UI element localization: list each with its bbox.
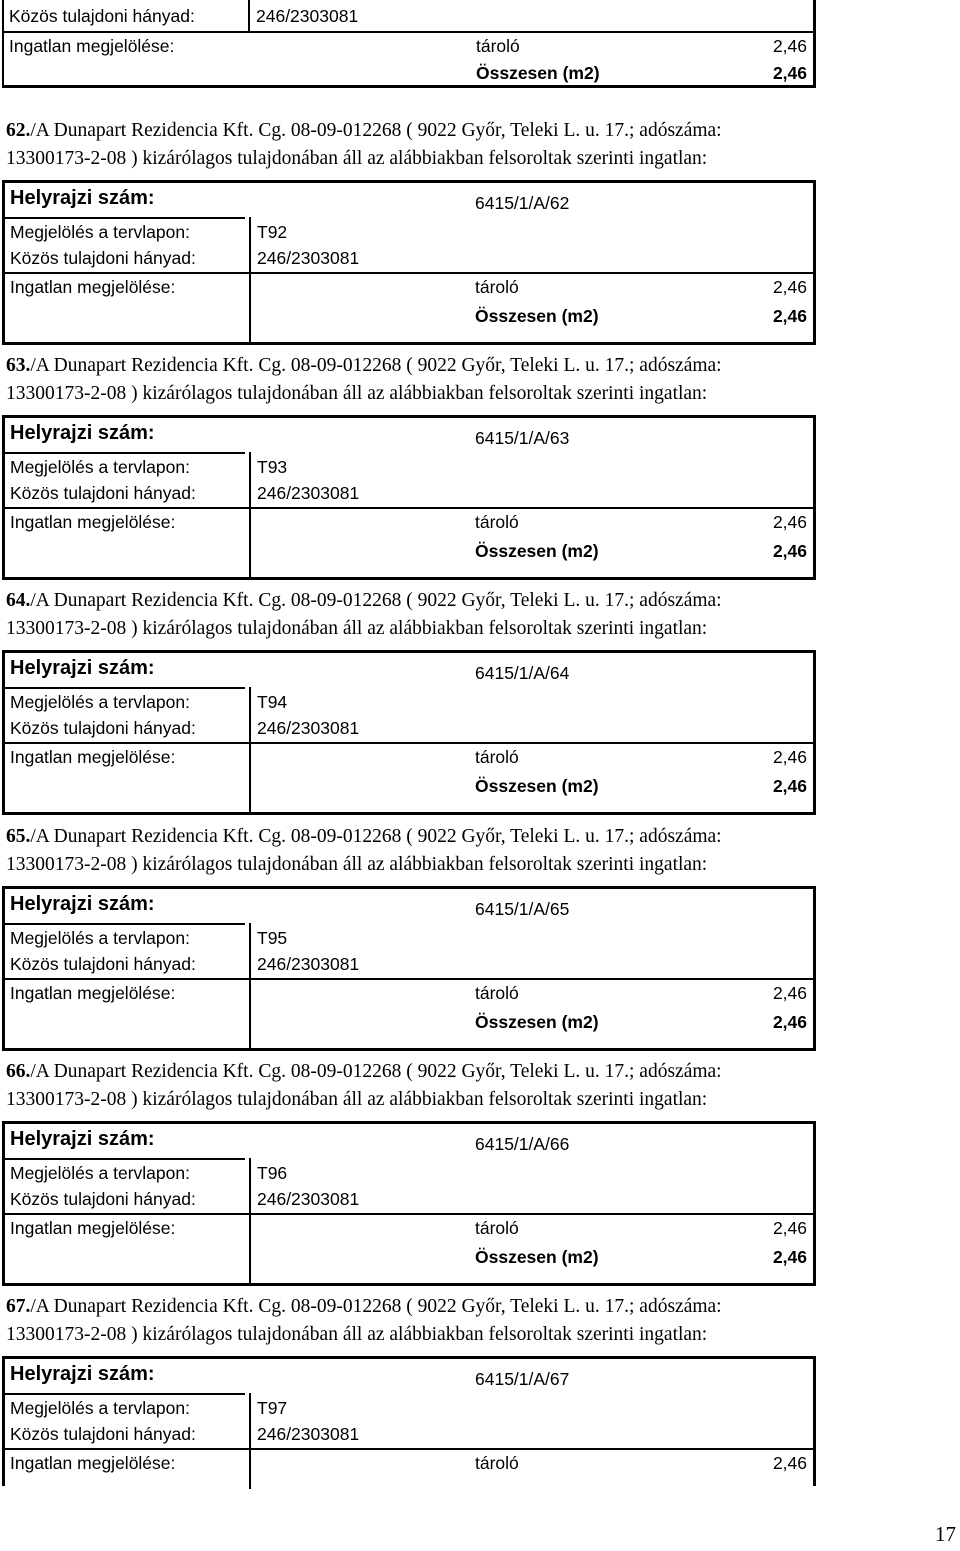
entry-owner-line: /A Dunapart Rezidencia Kft. Cg. 08-09-012268 ( 9022 Győr, Teleki L. u. 17.; adószáma: (30, 1296, 722, 1317)
property-label: Ingatlan megjelölése: (9, 36, 175, 56)
entry-ownership-line: 13300173-2-08 ) kizárólagos tulajdonában áll az alábbiakban felsoroltak szerinti ingatlan: (6, 618, 708, 639)
table-row-divider (5, 1158, 245, 1160)
plan-label: Megjelölés a tervlapon: (10, 457, 190, 477)
table-row-divider (5, 217, 245, 219)
table-row-divider (5, 1448, 814, 1450)
page-number: 17 (935, 1522, 956, 1546)
plan-label: Megjelölés a tervlapon: (10, 222, 190, 242)
property-type: tároló (475, 747, 519, 767)
table-row-divider (5, 923, 245, 925)
property-area: 2,46 (772, 1218, 807, 1238)
entry-ownership-line: 13300173-2-08 ) kizárólagos tulajdonában áll az alábbiakban felsoroltak szerinti ingatlan: (6, 383, 708, 404)
property-table (2, 415, 816, 580)
table-row-divider (5, 978, 814, 980)
entry-paragraph (6, 1058, 946, 1114)
property-label: Ingatlan megjelölése: (10, 277, 176, 297)
share-value: 246/2303081 (257, 248, 360, 268)
share-label: Közös tulajdoni hányad: (9, 6, 195, 26)
property-area: 2,46 (772, 36, 807, 56)
hrsz-label: Helyrajzi szám: (10, 422, 155, 444)
hrsz-value: 6415/1/A/65 (475, 899, 570, 919)
entry-number: 62. (6, 120, 31, 141)
hrsz-value: 6415/1/A/67 (475, 1369, 570, 1389)
table-row-divider (5, 507, 814, 509)
table-column-divider (249, 687, 251, 743)
plan-value: T95 (257, 928, 288, 948)
total-label: Összesen (m2) (476, 63, 600, 83)
entry-owner-line: /A Dunapart Rezidencia Kft. Cg. 08-09-012268 ( 9022 Győr, Teleki L. u. 17.; adószáma: (30, 120, 722, 141)
table-column-divider (249, 1213, 251, 1284)
total-value: 2,46 (772, 1012, 807, 1032)
share-value: 246/2303081 (257, 1189, 360, 1209)
table-column-divider (249, 1393, 251, 1449)
table-row-divider (5, 1213, 814, 1215)
table-column-divider (249, 923, 251, 979)
total-value: 2,46 (772, 1247, 807, 1267)
share-value: 246/2303081 (257, 1424, 360, 1444)
total-label: Összesen (m2) (475, 1012, 599, 1032)
property-area: 2,46 (772, 512, 807, 532)
hrsz-value: 6415/1/A/66 (475, 1134, 570, 1154)
property-label: Ingatlan megjelölése: (10, 983, 176, 1003)
property-type: tároló (475, 277, 519, 297)
entry-paragraph (6, 587, 946, 643)
hrsz-label: Helyrajzi szám: (10, 1363, 155, 1385)
entry-paragraph (6, 352, 946, 408)
share-label: Közös tulajdoni hányad: (10, 1189, 196, 1209)
property-type: tároló (476, 36, 520, 56)
hrsz-label: Helyrajzi szám: (10, 1128, 155, 1150)
table-column-divider (249, 978, 251, 1049)
table-column-divider (249, 1158, 251, 1214)
share-value: 246/2303081 (257, 718, 360, 738)
property-type: tároló (475, 512, 519, 532)
entry-number: 64. (6, 590, 31, 611)
share-value: 246/2303081 (257, 954, 360, 974)
previous-entry-table (2, 0, 816, 88)
table-column-divider (249, 1448, 251, 1489)
property-table (2, 1356, 816, 1486)
entry-owner-line: /A Dunapart Rezidencia Kft. Cg. 08-09-012268 ( 9022 Győr, Teleki L. u. 17.; adószáma: (30, 355, 722, 376)
entry-ownership-line: 13300173-2-08 ) kizárólagos tulajdonában áll az alábbiakban felsoroltak szerinti ingatlan: (6, 148, 708, 169)
table-column-divider (249, 272, 251, 343)
entry-ownership-line: 13300173-2-08 ) kizárólagos tulajdonában áll az alábbiakban felsoroltak szerinti ingatlan: (6, 1089, 708, 1110)
plan-value: T94 (257, 692, 288, 712)
property-table (2, 650, 816, 815)
property-table (2, 180, 816, 345)
property-area: 2,46 (772, 1453, 807, 1473)
plan-label: Megjelölés a tervlapon: (10, 928, 190, 948)
entry-paragraph (6, 1293, 946, 1349)
table-row-divider (5, 742, 814, 744)
total-label: Összesen (m2) (475, 776, 599, 796)
total-value: 2,46 (772, 541, 807, 561)
table-row-divider (5, 1393, 245, 1395)
share-label: Közös tulajdoni hányad: (10, 483, 196, 503)
total-label: Összesen (m2) (475, 306, 599, 326)
hrsz-label: Helyrajzi szám: (10, 187, 155, 209)
total-value: 2,46 (772, 63, 807, 83)
entry-number: 67. (6, 1296, 31, 1317)
total-label: Összesen (m2) (475, 541, 599, 561)
property-type: tároló (475, 1218, 519, 1238)
plan-value: T96 (257, 1163, 288, 1183)
property-type: tároló (475, 983, 519, 1003)
plan-value: T92 (257, 222, 288, 242)
property-label: Ingatlan megjelölése: (10, 1453, 176, 1473)
table-row-divider (5, 452, 245, 454)
entry-owner-line: /A Dunapart Rezidencia Kft. Cg. 08-09-012268 ( 9022 Győr, Teleki L. u. 17.; adószáma: (30, 826, 722, 847)
entry-number: 65. (6, 826, 31, 847)
property-type: tároló (475, 1453, 519, 1473)
table-row-divider (5, 687, 245, 689)
share-value: 246/2303081 (256, 6, 359, 26)
share-label: Közös tulajdoni hányad: (10, 954, 196, 974)
hrsz-value: 6415/1/A/63 (475, 428, 570, 448)
plan-value: T97 (257, 1398, 288, 1418)
plan-label: Megjelölés a tervlapon: (10, 1163, 190, 1183)
table-column-divider (249, 507, 251, 578)
total-label: Összesen (m2) (475, 1247, 599, 1267)
entry-number: 66. (6, 1061, 31, 1082)
total-value: 2,46 (772, 776, 807, 796)
share-label: Közös tulajdoni hányad: (10, 1424, 196, 1444)
property-area: 2,46 (772, 983, 807, 1003)
hrsz-label: Helyrajzi szám: (10, 893, 155, 915)
entry-ownership-line: 13300173-2-08 ) kizárólagos tulajdonában áll az alábbiakban felsoroltak szerinti ingatlan: (6, 854, 708, 875)
table-column-divider (248, 0, 250, 33)
property-area: 2,46 (772, 747, 807, 767)
table-column-divider (249, 742, 251, 813)
plan-value: T93 (257, 457, 288, 477)
share-label: Közös tulajdoni hányad: (10, 718, 196, 738)
property-label: Ingatlan megjelölése: (10, 747, 176, 767)
property-label: Ingatlan megjelölése: (10, 512, 176, 532)
total-value: 2,46 (772, 306, 807, 326)
table-column-divider (249, 217, 251, 273)
table-row-divider (5, 272, 814, 274)
table-column-divider (249, 452, 251, 508)
entry-paragraph (6, 117, 946, 173)
plan-label: Megjelölés a tervlapon: (10, 1398, 190, 1418)
share-label: Közös tulajdoni hányad: (10, 248, 196, 268)
entry-owner-line: /A Dunapart Rezidencia Kft. Cg. 08-09-012268 ( 9022 Győr, Teleki L. u. 17.; adószáma: (30, 590, 722, 611)
entry-paragraph (6, 823, 946, 879)
hrsz-value: 6415/1/A/62 (475, 193, 570, 213)
entry-owner-line: /A Dunapart Rezidencia Kft. Cg. 08-09-012268 ( 9022 Győr, Teleki L. u. 17.; adószáma: (30, 1061, 722, 1082)
property-table (2, 1121, 816, 1286)
share-value: 246/2303081 (257, 483, 360, 503)
property-area: 2,46 (772, 277, 807, 297)
plan-label: Megjelölés a tervlapon: (10, 692, 190, 712)
hrsz-label: Helyrajzi szám: (10, 657, 155, 679)
entry-ownership-line: 13300173-2-08 ) kizárólagos tulajdonában áll az alábbiakban felsoroltak szerinti ingatlan: (6, 1324, 708, 1345)
table-row-divider (4, 31, 813, 33)
property-table (2, 886, 816, 1051)
hrsz-value: 6415/1/A/64 (475, 663, 570, 683)
entry-number: 63. (6, 355, 31, 376)
property-label: Ingatlan megjelölése: (10, 1218, 176, 1238)
